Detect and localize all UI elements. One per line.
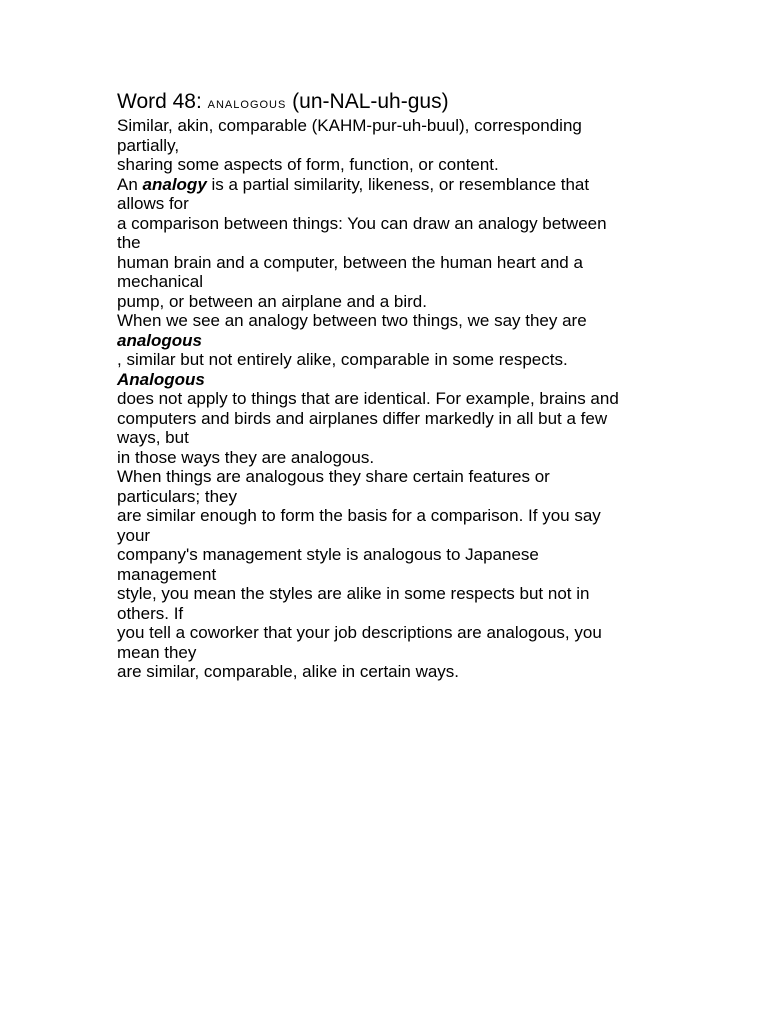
text-fragment: An [117,174,143,194]
text-line: When things are analogous they share certain features or [117,467,550,486]
text-line: management [117,564,217,584]
text-line: mechanical [117,272,203,291]
text-fragment: is a partial similarity, likeness, or resemblance that [206,174,590,194]
word-heading [117,89,677,118]
text-line: your [117,525,151,545]
emphasized-term: analogous [117,330,203,350]
text-line [117,175,677,195]
text-line: human brain and a computer, between the human heart and a [117,252,583,272]
text-line: computers and birds and airplanes differ markedly in all but a few [117,408,608,428]
text-line: allows for [117,194,189,213]
text-line: are similar, comparable, alike in certain ways. [117,662,460,681]
text-line: sharing some aspects of form, function, or content. [117,155,499,174]
text-line: company's management style is analogous to Japanese [117,545,539,564]
document-content [117,89,677,682]
text-line: are similar enough to form the basis for a comparison. If you say [117,506,601,525]
text-line: a comparison between things: You can draw an analogy between [117,213,607,233]
text-line: , similar but not entirely alike, comparable in some respects. [117,350,568,369]
headword: ANALOGOUS [207,99,287,111]
text-line: particulars; they [117,486,237,506]
text-line: the [117,233,141,252]
word-number-label: Word 48: [117,90,208,113]
text-line: you tell a coworker that your job descriptions are analogous, you [117,623,602,642]
text-line: in those ways they are analogous. [117,447,375,467]
text-line: mean they [117,642,197,662]
text-line: pump, or between an airplane and a bird. [117,291,427,311]
emphasized-term: Analogous [117,369,205,389]
emphasized-term: analogy [142,174,207,194]
text-line: Similar, akin, comparable (KAHM-pur-uh-buul), corresponding [117,116,582,135]
text-line: ways, but [117,428,189,447]
text-line: partially, [117,135,180,155]
text-line: When we see an analogy between two things, we say they are [117,311,587,330]
text-line: does not apply to things that are identical. For example, brains and [117,389,619,408]
text-line: others. If [117,603,184,623]
text-line: style, you mean the styles are alike in some respects but not in [117,584,590,603]
pronunciation: (un-NAL-uh-gus) [286,90,449,113]
